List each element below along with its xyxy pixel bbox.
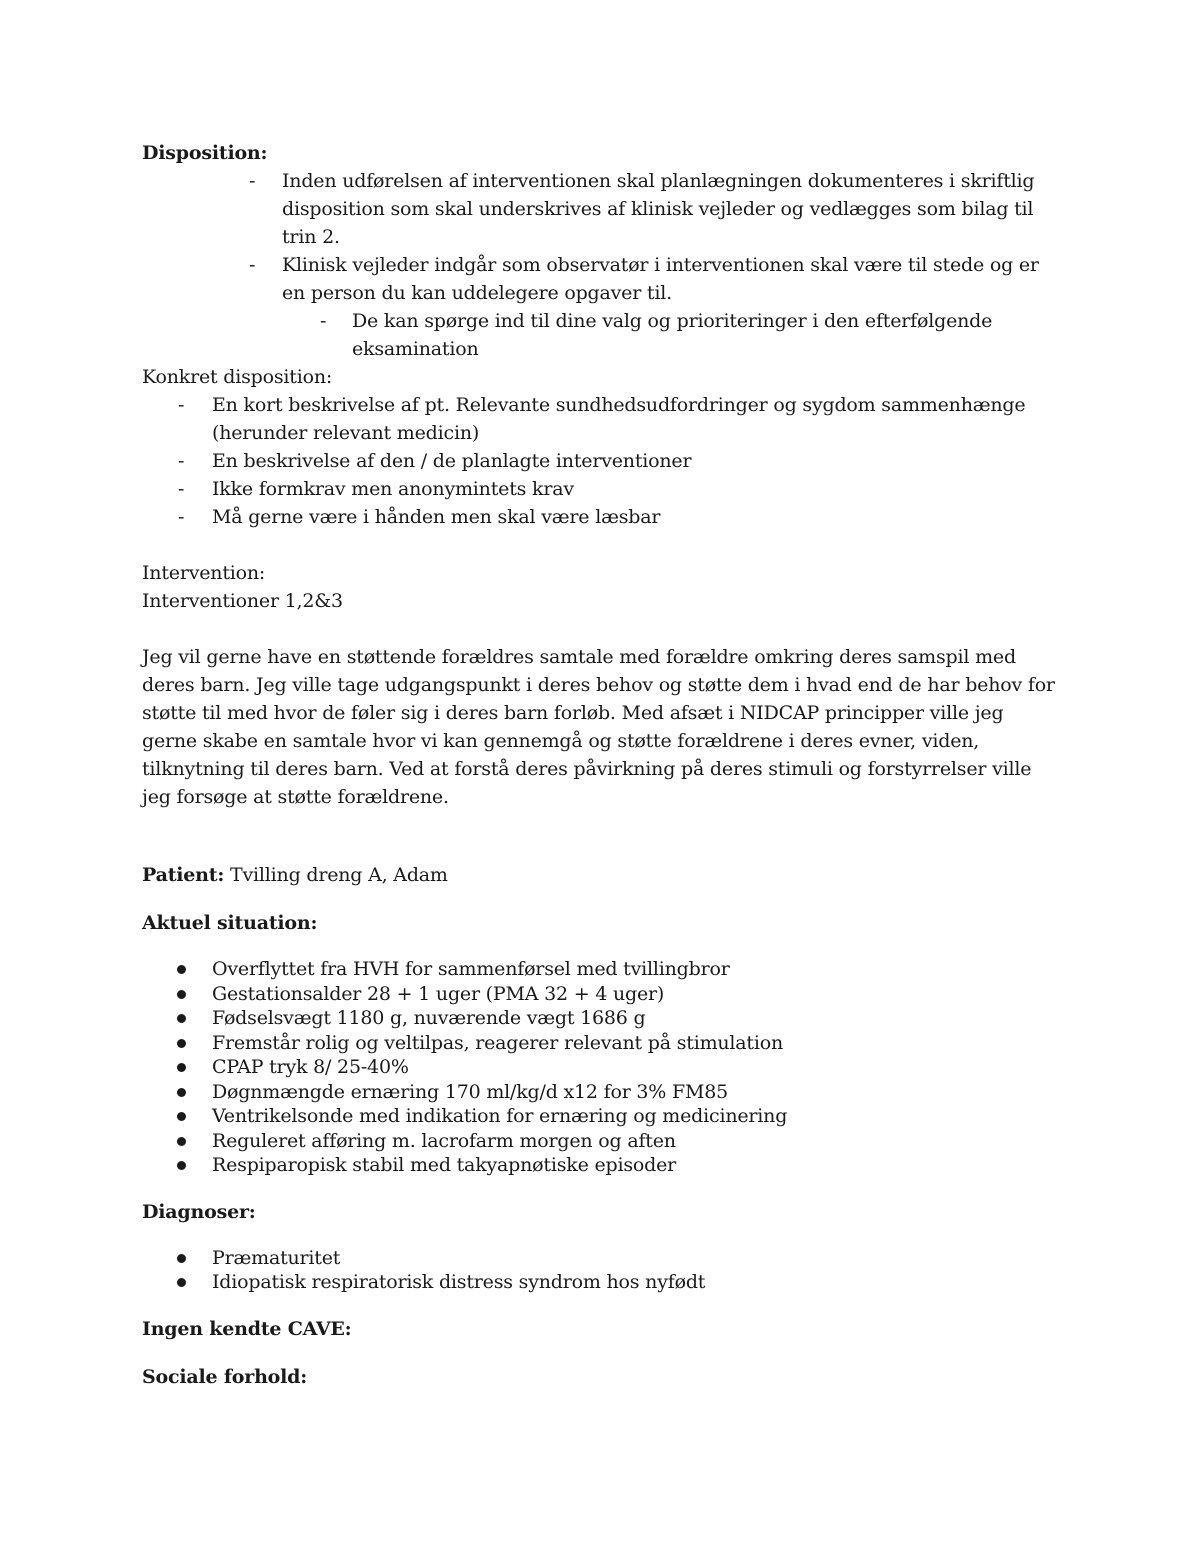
bullet-icon	[177, 1278, 186, 1287]
bullet-icon	[177, 1088, 186, 1097]
list-item	[142, 1129, 1062, 1154]
list-item-text: Fødselsvægt 1180 g, nuværende vægt 1686 g	[212, 1007, 646, 1029]
list-item	[142, 1080, 1062, 1105]
konkret-item-1-text: En kort beskrivelse af pt. Relevante sundhedsudfordringer og sygdom sammenhænge (herunder relevant medicin)	[212, 394, 1026, 444]
konkret-item-3-text: Ikke formkrav men anonymintets krav	[212, 478, 574, 500]
bullet-icon	[177, 1161, 186, 1170]
spacer	[142, 615, 1062, 643]
dash-marker: -	[178, 394, 185, 416]
konkret-heading: Konkret disposition:	[142, 366, 333, 388]
list-item-text: CPAP tryk 8/ 25-40%	[212, 1056, 409, 1078]
konkret-item-2-text: En beskrivelse af den / de planlagte interventioner	[212, 450, 692, 472]
spacer	[142, 839, 1062, 861]
patient-line	[142, 861, 1062, 889]
cave-heading: Ingen kendte CAVE:	[142, 1317, 352, 1340]
list-item-text: Idiopatisk respiratorisk distress syndrom hos nyfødt	[212, 1271, 706, 1293]
intervention-paragraph: Jeg vil gerne have en støttende forældres samtale med forældre omkring deres samspil med deres barn. Jeg ville tage udgangspunkt i deres behov og støtte dem i hvad end de har behov for støtte til med hvor de føler sig i deres barn forløb. Med afsæt i NIDCAP principper ville jeg gerne skabe en samtale hvor vi kan gennemgå og støtte forældrene i deres evner, viden, tilknytning til deres barn. Ved at forstå deres påvirkning på deres stimuli og forstyrrelser ville jeg forsøge at støtte forældrene.	[142, 646, 1055, 808]
dash-marker: -	[178, 478, 185, 500]
list-item	[142, 1006, 1062, 1031]
list-item-text: Reguleret afføring m. lacrofarm morgen og aften	[212, 1129, 676, 1152]
dash-marker: -	[178, 450, 185, 472]
list-item-text: Døgnmængde ernæring 170 ml/kg/d x12 for 3% FM85	[212, 1080, 729, 1103]
list-item	[142, 982, 1062, 1007]
bullet-icon	[177, 1014, 186, 1023]
konkret-item-2	[142, 447, 1062, 475]
sociale-heading: Sociale forhold:	[142, 1365, 308, 1388]
disposition-item-2	[142, 251, 1062, 307]
konkret-item-1	[142, 391, 1062, 447]
dash-marker: -	[249, 170, 256, 192]
list-item	[142, 957, 1062, 982]
konkret-item-4	[142, 503, 1062, 531]
disposition-subitem	[142, 307, 1062, 363]
disposition-item-1-text: Inden udførelsen af interventionen skal planlægningen dokumenteres i skriftlig disposition som skal underskrives af klinisk vejleder og vedlægges som bilag til trin 2.	[282, 170, 1035, 248]
document-page	[142, 139, 1062, 1391]
dash-marker: -	[249, 254, 256, 276]
spacer	[142, 937, 1062, 957]
bullet-icon	[177, 1137, 186, 1146]
dash-marker: -	[320, 310, 327, 332]
bullet-icon	[177, 1039, 186, 1048]
patient-value: Tvilling dreng A, Adam	[224, 864, 448, 886]
aktuel-list	[142, 957, 1062, 1178]
disposition-heading: Disposition:	[142, 142, 268, 164]
list-item-text: Overflyttet fra HVH for sammenførsel med tvillingbror	[212, 958, 730, 980]
konkret-item-4-text: Må gerne være i hånden men skal være læsbar	[212, 506, 661, 528]
spacer	[142, 1226, 1062, 1246]
intervention-subheading: Interventioner 1,2&3	[142, 590, 343, 612]
list-item-text: Respiparopisk stabil med takyapnøtiske episoder	[212, 1154, 677, 1176]
list-item	[142, 1055, 1062, 1080]
intervention-heading: Intervention:	[142, 562, 266, 584]
list-item	[142, 1153, 1062, 1178]
list-item	[142, 1031, 1062, 1056]
spacer	[142, 531, 1062, 559]
aktuel-heading: Aktuel situation:	[142, 912, 318, 934]
spacer	[142, 1295, 1062, 1315]
bullet-icon	[177, 990, 186, 999]
diagnoser-heading: Diagnoser:	[142, 1200, 256, 1223]
disposition-item-1	[142, 167, 1062, 251]
bullet-icon	[177, 1063, 186, 1072]
bullet-icon	[177, 1112, 186, 1121]
patient-label: Patient:	[142, 864, 225, 886]
spacer	[142, 811, 1062, 839]
bullet-icon	[177, 1254, 186, 1263]
diagnoser-list	[142, 1246, 1062, 1295]
list-item-text: Gestationsalder 28 + 1 uger (PMA 32 + 4 uger)	[212, 982, 665, 1005]
list-item	[142, 1104, 1062, 1129]
list-item	[142, 1270, 1062, 1295]
konkret-item-3	[142, 475, 1062, 503]
list-item	[142, 1246, 1062, 1271]
spacer	[142, 1178, 1062, 1198]
spacer	[142, 889, 1062, 909]
disposition-item-2-text: Klinisk vejleder indgår som observatør i interventionen skal være til stede og er en person du kan uddelegere opgaver til.	[282, 254, 1039, 304]
spacer	[142, 1343, 1062, 1363]
bullet-icon	[177, 965, 186, 974]
disposition-subitem-text: De kan spørge ind til dine valg og prioriteringer i den efterfølgende eksamination	[352, 310, 993, 360]
list-item-text: Ventrikelsonde med indikation for ernæring og medicinering	[212, 1105, 788, 1127]
dash-marker: -	[178, 506, 185, 528]
list-item-text: Fremstår rolig og veltilpas, reagerer relevant på stimulation	[212, 1031, 784, 1054]
list-item-text: Præmaturitet	[212, 1246, 341, 1269]
